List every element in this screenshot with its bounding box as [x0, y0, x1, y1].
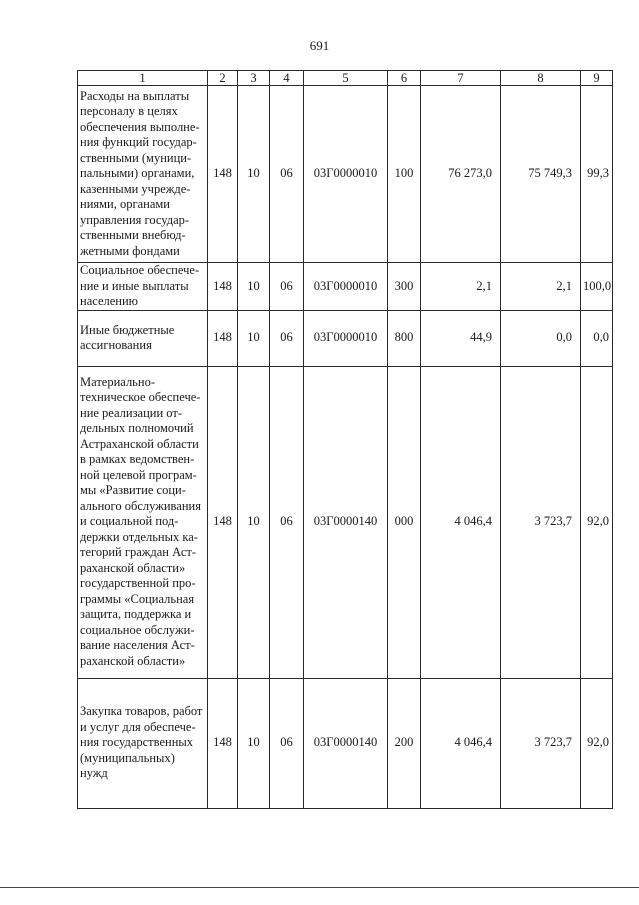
row-cell-expense-type: 000	[388, 366, 421, 678]
row-cell-expense-type: 200	[388, 678, 421, 808]
row-cell-actual: 2,1	[501, 263, 581, 311]
row-cell-target: 03Г0000140	[304, 678, 388, 808]
row-cell-subsection: 06	[270, 678, 304, 808]
row-cell-plan: 2,1	[421, 263, 501, 311]
row-cell-subsection: 06	[270, 263, 304, 311]
row-cell-admin: 148	[208, 678, 238, 808]
header-cell-7: 7	[421, 71, 501, 86]
table-row	[78, 310, 613, 366]
row-name: Закупка товаров, работ и услуг для обеспече- ния государственных (муниципальных) нужд	[78, 678, 208, 808]
row-cell-actual: 75 749,3	[501, 86, 581, 263]
table-row	[78, 86, 613, 263]
row-cell-percent: 99,3	[581, 86, 613, 263]
row-cell-plan: 4 046,4	[421, 678, 501, 808]
row-cell-percent: 0,0	[581, 310, 613, 366]
row-cell-target: 03Г0000010	[304, 263, 388, 311]
row-cell-percent: 100,0	[581, 263, 613, 311]
row-cell-expense-type: 800	[388, 310, 421, 366]
header-cell-1: 1	[78, 71, 208, 86]
row-cell-expense-type: 300	[388, 263, 421, 311]
table-row	[78, 366, 613, 678]
table-row	[78, 263, 613, 311]
page-number: 691	[309, 38, 330, 53]
row-name: Социальное обеспече- ние и иные выплаты населению	[78, 263, 208, 311]
bottom-rule	[0, 887, 639, 888]
header-cell-8: 8	[501, 71, 581, 86]
row-cell-percent: 92,0	[581, 366, 613, 678]
row-cell-actual: 0,0	[501, 310, 581, 366]
header-cell-4: 4	[270, 71, 304, 86]
row-cell-subsection: 06	[270, 86, 304, 263]
row-cell-expense-type: 100	[388, 86, 421, 263]
row-cell-admin: 148	[208, 310, 238, 366]
row-cell-target: 03Г0000140	[304, 366, 388, 678]
row-cell-plan: 44,9	[421, 310, 501, 366]
row-cell-section: 10	[238, 366, 270, 678]
row-cell-target: 03Г0000010	[304, 86, 388, 263]
header-cell-9: 9	[581, 71, 613, 86]
row-cell-target: 03Г0000010	[304, 310, 388, 366]
row-cell-actual: 3 723,7	[501, 366, 581, 678]
row-cell-actual: 3 723,7	[501, 678, 581, 808]
row-cell-subsection: 06	[270, 366, 304, 678]
row-cell-percent: 92,0	[581, 678, 613, 808]
row-name: Иные бюджетные ассигнования	[78, 310, 208, 366]
row-cell-section: 10	[238, 86, 270, 263]
row-cell-admin: 148	[208, 86, 238, 263]
header-cell-6: 6	[388, 71, 421, 86]
row-cell-plan: 76 273,0	[421, 86, 501, 263]
row-name: Материально- техническое обеспече- ние реализации от- дельных полномочий Астраханской области в рамках ведомствен- ной целевой програм- мы «Развитие соци- ального обслуживания и социальной под- держки отдельных ка- тегорий граждан Аст- раханской области» государственной про- граммы «Социальная защита, поддержка и социальное обслужи- вание населения Аст- раханской области»	[78, 366, 208, 678]
row-cell-plan: 4 046,4	[421, 366, 501, 678]
row-cell-admin: 148	[208, 263, 238, 311]
row-cell-section: 10	[238, 310, 270, 366]
budget-table	[77, 70, 613, 809]
row-cell-section: 10	[238, 678, 270, 808]
row-name: Расходы на выплаты персоналу в целях обеспечения выполне- ния функций государ- ственными (муници- пальными) органами, казенными учрежде- ниями, органами управления государ- ственными внебюд- жетными фондами	[78, 86, 208, 263]
header-row	[78, 71, 613, 86]
row-cell-admin: 148	[208, 366, 238, 678]
table-row	[78, 678, 613, 808]
row-cell-section: 10	[238, 263, 270, 311]
header-cell-2: 2	[208, 71, 238, 86]
header-cell-5: 5	[304, 71, 388, 86]
header-cell-3: 3	[238, 71, 270, 86]
row-cell-subsection: 06	[270, 310, 304, 366]
